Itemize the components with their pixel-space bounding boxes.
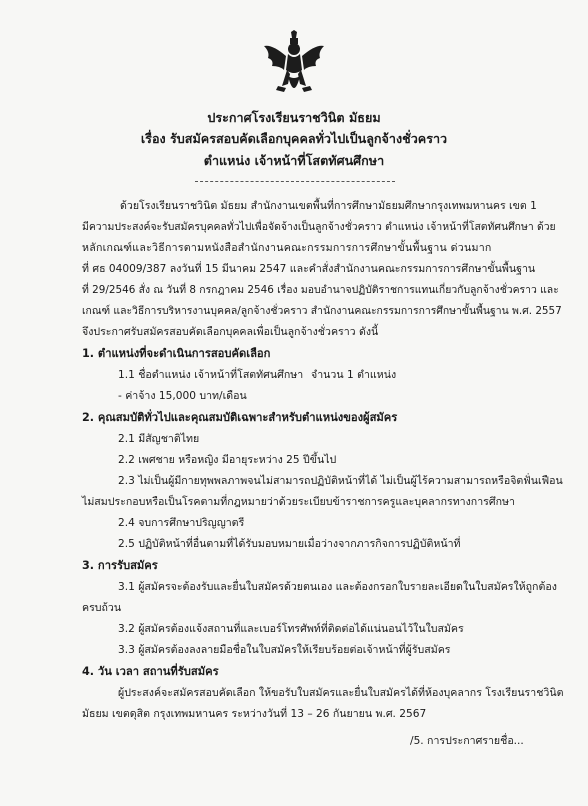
section-1-item: 1.1 ชื่อตำแหน่ง เจ้าหน้าที่โสตทัศนศึกษา (118, 369, 304, 381)
intro-line: มีความประสงค์จะรับสมัครบุคคลทั่วไปเพื่อจัดจ้างเป็นลูกจ้างชั่วคราว ตำแหน่ง เจ้าหน้าที่โสตทัศนศึกษา ด้วย (82, 221, 556, 233)
intro-line: จึงประกาศรับสมัครสอบคัดเลือกบุคคลเพื่อเป็นลูกจ้างชั่วคราว ดังนี้ (82, 326, 379, 338)
section-2-item: 2.4 จบการศึกษาปริญญาตรี (118, 517, 245, 529)
wage-line: - ค่าจ้าง 15,000 บาท/เดือน (118, 390, 247, 402)
section-3-item: ครบถ้วน (82, 602, 122, 614)
garuda-emblem (262, 30, 326, 102)
intro-line: ที่ 29/2546 สั่ง ณ วันที่ 8 กรกฎาคม 2546 เรื่อง มอบอำนาจปฏิบัติราชการแทนเกี่ยวกับลูกจ้างชั่วคราว และ (82, 284, 559, 296)
section-2-item: 2.5 ปฏิบัติหน้าที่อื่นตามที่ได้รับมอบหมายเมื่อว่างจากภารกิจการปฏิบัติหน้าที่ (118, 538, 461, 550)
section-3-heading: 3. การรับสมัคร (82, 559, 158, 572)
intro-line: ที่ ศธ 04009/387 ลงวันที่ 15 มีนาคม 2547 และคำสั่งสำนักงานคณะกรรมการการศึกษาขั้นพื้นฐาน (82, 263, 536, 275)
section-4-text: มัธยม เขตดุสิต กรุงเทพมหานคร ระหว่างวันที่ 13 – 26 กันยายน พ.ศ. 2567 (82, 708, 427, 720)
section-2-item: 2.1 มีสัญชาติไทย (118, 433, 200, 445)
section-2-heading: 2. คุณสมบัติทั่วไปและคุณสมบัติเฉพาะสำหรับตำแหน่งของผู้สมัคร (82, 411, 398, 424)
section-2-item: 2.2 เพศชาย หรือหญิง มีอายุระหว่าง 25 ปีขึ้นไป (118, 454, 337, 466)
intro-line: ด้วยโรงเรียนราชวินิต มัธยม สำนักงานเขตพื้นที่การศึกษามัธยมศึกษากรุงเทพมหานคร เขต 1 (120, 200, 537, 212)
position-count: จำนวน 1 ตำแหน่ง (311, 369, 397, 381)
section-3-item: 3.1 ผู้สมัครจะต้องรับและยื่นใบสมัครด้วยตนเอง และต้องกรอกใบรายละเอียดในใบสมัครให้ถูกต้อง (118, 581, 557, 593)
intro-line: หลักเกณฑ์และวิธีการตามหนังสือสำนักงานคณะกรรมการการศึกษาขั้นพื้นฐาน ด่วนมาก (82, 242, 492, 254)
announcement-position: ตำแหน่ง เจ้าหน้าที่โสตทัศนศึกษา (203, 153, 385, 168)
section-2-item: 2.3 ไม่เป็นผู้มีกายทุพพลภาพจนไม่สามารถปฏิบัติหน้าที่ได้ ไม่เป็นผู้ไร้ความสามารถหรือจิตฟั่นเฟือน (118, 475, 563, 487)
separator-line (195, 181, 395, 182)
announcement-title: ประกาศโรงเรียนราชวินิต มัธยม (207, 110, 381, 125)
announcement-subject: เรื่อง รับสมัครสอบคัดเลือกบุคคลทั่วไปเป็นลูกจ้างชั่วคราว (140, 131, 448, 146)
section-1-heading: 1. ตำแหน่งที่จะดำเนินการสอบคัดเลือก (82, 347, 271, 360)
section-2-item: ไม่สมประกอบหรือเป็นโรคตามที่กฎหมายว่าด้วยระเบียบข้าราชการครูและบุคลากรทางการศึกษา (82, 496, 515, 508)
section-3-item: 3.3 ผู้สมัครต้องลงลายมือชื่อในใบสมัครให้เรียบร้อยต่อเจ้าหน้าที่ผู้รับสมัคร (118, 644, 451, 656)
section-4-heading: 4. วัน เวลา สถานที่รับสมัคร (82, 665, 219, 678)
section-3-item: 3.2 ผู้สมัครต้องแจ้งสถานที่และเบอร์โทรศัพท์ที่ติดต่อได้แน่นอนไว้ในใบสมัคร (118, 623, 464, 635)
section-4-text: ผู้ประสงค์จะสมัครสอบคัดเลือก ให้ขอรับใบสมัครและยื่นใบสมัครได้ที่ห้องบุคลากร โรงเรียนราชวินิต (118, 687, 564, 699)
intro-line: เกณฑ์ และวิธีการบริหารงานบุคคล/ลูกจ้างชั่วคราว สำนักงานคณะกรรมการการศึกษาขั้นพื้นฐาน พ.ศ. 2557 (82, 305, 562, 317)
continued-footer: /5. การประกาศรายชื่อ... (410, 735, 524, 747)
